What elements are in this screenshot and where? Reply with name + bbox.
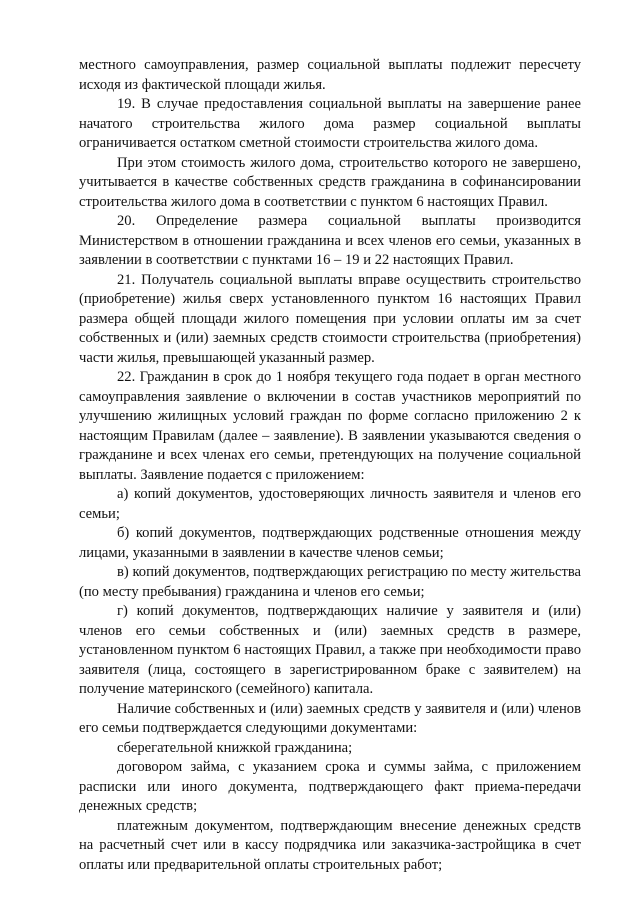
list-item: а) копий документов, удостоверяющих личность заявителя и членов его семьи; [79, 486, 581, 522]
document-page [79, 56, 581, 875]
list-item: сберегательной книжкой гражданина; [117, 739, 353, 756]
paragraph: 19. В случае предоставления социальной выплаты на завершение ранее начатого строительства жилого дома размер социальной выплаты ограничивается остатком сметной стоимости строительства жилого дома. [79, 96, 581, 151]
paragraph: При этом стоимость жилого дома, строительство которого не завершено, учитывается в качестве собственных средств гражданина в софинансировании строительства жилого дома в соответствии с пунктом 6 настоящих Правил. [79, 154, 581, 210]
paragraph: Наличие собственных и (или) заемных средств у заявителя и (или) членов его семьи подтверждается следующими документами: [79, 700, 581, 736]
paragraph: 20. Определение размера социальной выплаты производится Министерством в отношении гражданина и всех членов его семьи, указанных в заявлении в соответствии с пунктами 16 – 19 и 22 настоящих Правил. [79, 213, 581, 268]
list-item: договором займа, с указанием срока и суммы займа, с приложением расписки или иного документа, подтверждающего факт приема-передачи денежных средств; [79, 759, 581, 814]
paragraph: 21. Получатель социальной выплаты вправе осуществить строительство (приобретение) жилья сверх установленного пунктом 16 настоящих Правил размера общей площади жилого помещения при условии оплаты им за счет собственных и (или) заемных средств стоимости строительства (приобретения) части жилья, превышающей указанный размер. [79, 271, 581, 366]
list-item: в) копий документов, подтверждающих регистрацию по месту жительства (по месту пребывания) гражданина и членов его семьи; [79, 564, 581, 600]
list-item: г) копий документов, подтверждающих наличие у заявителя и (или) членов его семьи собственных и (или) заемных средств в размере, установленном пунктом 6 настоящих Правил, а также при необходимости право заявителя (лица, состоящего в зарегистрированном браке с заявителем) на получение материнского (семейного) капитала. [79, 603, 581, 697]
list-item: платежным документом, подтверждающим внесение денежных средств на расчетный счет или в кассу подрядчика или заказчика-застройщика в счет оплаты или предварительной оплаты строительных работ; [79, 817, 581, 873]
paragraph: 22. Гражданин в срок до 1 ноября текущего года подает в орган местного самоуправления заявление о включении в состав участников мероприятий по улучшению жилищных условий граждан по форме согласно приложению 2 к настоящим Правилам (далее – заявление). В заявлении указываются сведения о гражданине и всех членах его семьи, претендующих на получение социальной выплаты. Заявление подается с приложением: [79, 369, 581, 483]
paragraph: местного самоуправления, размер социальной выплаты подлежит пересчету исходя из фактической площади жилья. [79, 57, 581, 93]
list-item: б) копий документов, подтверждающих родственные отношения между лицами, указанными в заявлении в качестве членов семьи; [79, 525, 581, 561]
